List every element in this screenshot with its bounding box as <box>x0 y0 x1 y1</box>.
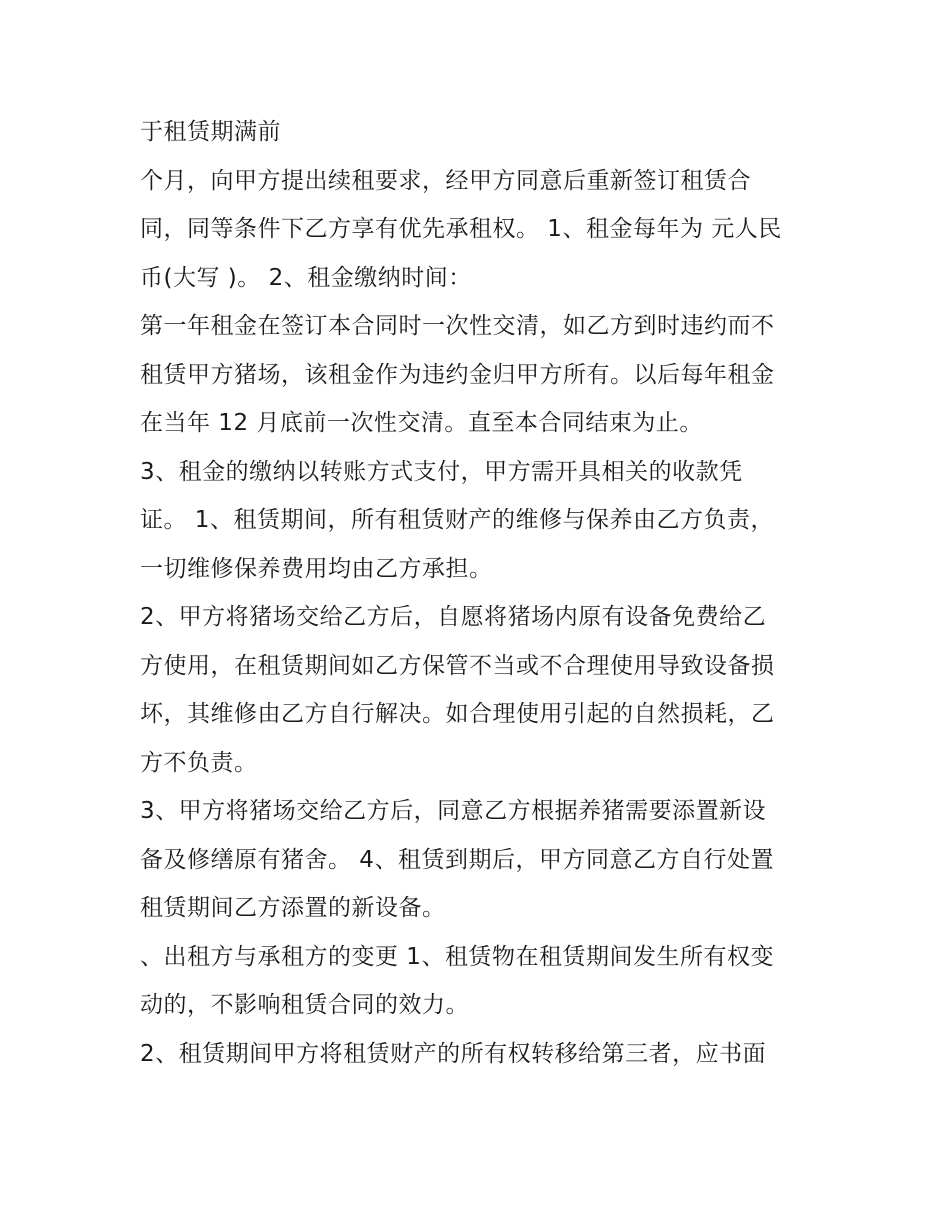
text-line: 于租赁期满前 <box>140 119 281 145</box>
text-line: 2、甲方将猪场交给乙方后，自愿将猪场内原有设备免费给乙 <box>140 604 767 630</box>
text-line: 币(大写 )。 2、租金缴纳时间： <box>140 264 472 291</box>
text-line: 租赁甲方猪场，该租金作为违约金归甲方所有。以后每年租金 <box>140 361 775 388</box>
text-line: 2、租赁期间甲方将租赁财产的所有权转移给第三者，应书面 <box>140 1040 767 1067</box>
text-line: 证。 1、租赁期间，所有租赁财产的维修与保养由乙方负责， <box>140 507 774 533</box>
text-line: 第一年租金在签订本合同时一次性交清，如乙方到时违约而不 <box>140 313 775 339</box>
text-line: 坏，其维修由乙方自行解决。如合理使用引起的自然损耗，乙 <box>140 701 775 727</box>
text-line: 3、甲方将猪场交给乙方后，同意乙方根据养猪需要添置新设 <box>140 798 767 824</box>
text-line: 方使用，在租赁期间如乙方保管不当或不合理使用导致设备损 <box>140 652 775 679</box>
text-line: 一切维修保养费用均由乙方承担。 <box>140 555 493 582</box>
text-line: 在当年 12 月底前一次性交清。直至本合同结束为止。 <box>140 410 703 436</box>
document-body <box>140 108 820 1078</box>
text-line: 3、租金的缴纳以转账方式支付，甲方需开具相关的收款凭 <box>140 458 743 485</box>
text-line: 个月，向甲方提出续租要求，经甲方同意后重新签订租赁合 <box>140 167 751 194</box>
text-line: 、出租方与承租方的变更 1、租赁物在租赁期间发生所有权变 <box>140 943 774 970</box>
text-line: 备及修缮原有猪舍。 4、租赁到期后，甲方同意乙方自行处置 <box>140 846 774 873</box>
text-line: 租赁期间乙方添置的新设备。 <box>140 895 446 921</box>
text-line: 同，同等条件下乙方享有优先承租权。 1、租金每年为 元人民 <box>140 216 782 242</box>
text-line: 方不负责。 <box>140 749 258 776</box>
text-line: 动的，不影响租赁合同的效力。 <box>140 992 469 1018</box>
